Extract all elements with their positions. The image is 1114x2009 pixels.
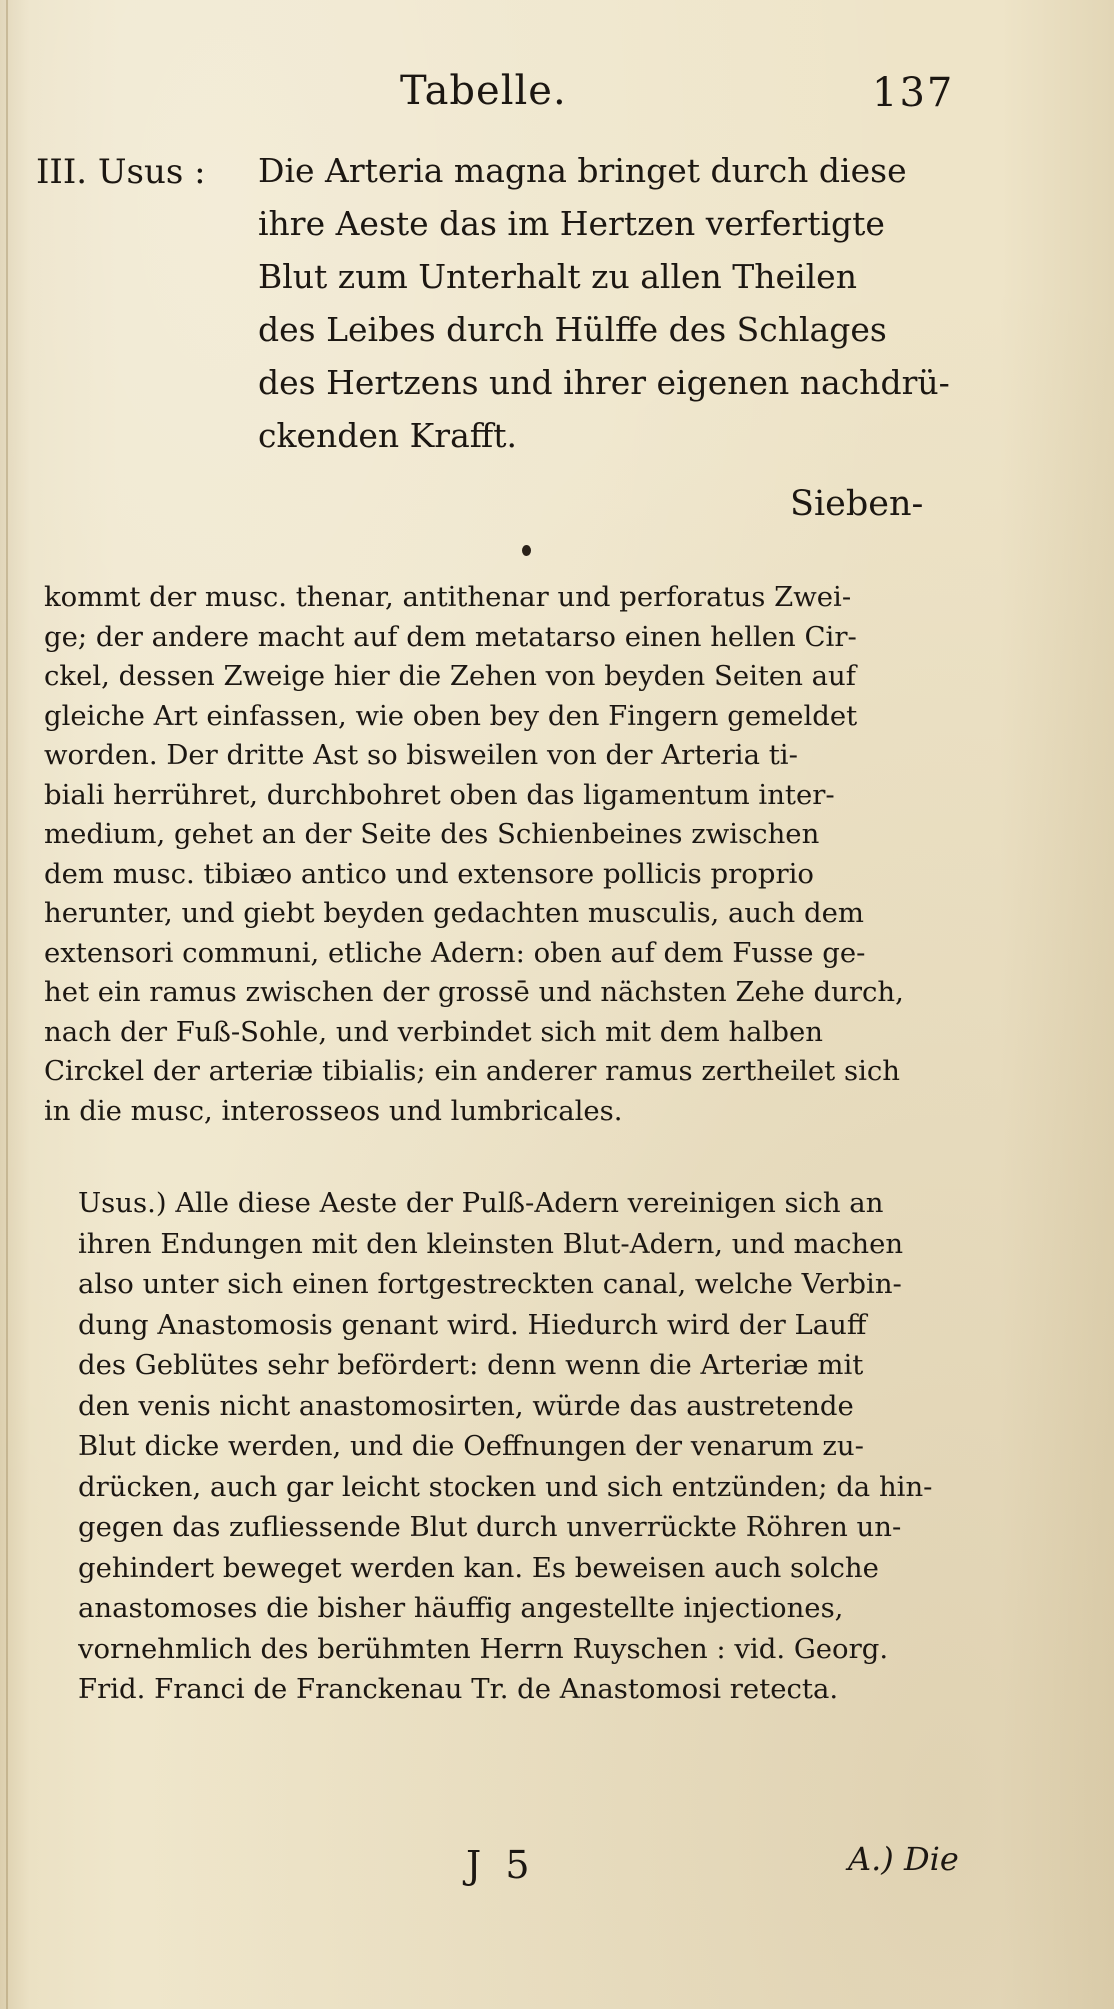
text-line: des Leibes durch Hülffe des Schlages	[258, 310, 887, 349]
text-line: dung Anastomosis genant wird. Hiedurch wird der Lauff	[78, 1308, 867, 1341]
text-line: Frid. Franci de Franckenau Tr. de Anastomosi retecta.	[78, 1673, 839, 1705]
text-line: ge; der andere macht auf dem metatarso einen hellen Cir-	[44, 620, 857, 653]
running-head: Tabelle.	[400, 68, 567, 114]
usus-note-paragraph	[78, 1183, 932, 1710]
text-line: kommt der musc. thenar, antithenar und perforatus Zwei-	[44, 581, 852, 613]
text-line: nach der Fuß-Sohle, und verbindet sich mit dem halben	[44, 1015, 823, 1048]
catchword-bottom: A.) Die	[848, 1840, 959, 1878]
text-line: Die Arteria magna bringet durch diese	[258, 151, 907, 190]
text-line: Blut dicke werden, und die Oeffnungen der venarum zu-	[78, 1430, 864, 1462]
text-line: anastomoses die bisher häuffig angestellte injectiones,	[78, 1592, 844, 1624]
catchword-top: Sieben-	[790, 484, 924, 524]
text-line: Usus.) Alle diese Aeste der Pulß-Adern vereinigen sich an	[78, 1187, 884, 1219]
text-line: ckenden Krafft.	[258, 416, 517, 455]
text-line: gleiche Art einfassen, wie oben bey den Fingern gemeldet	[44, 699, 858, 732]
text-line: worden. Der dritte Ast so bisweilen von der Arteria ti-	[44, 739, 798, 771]
text-line: vornehmlich des berühmten Herrn Ruyschen : vid. Georg.	[78, 1632, 889, 1665]
text-line: dem musc. tibiæo antico und extensore pollicis proprio	[44, 857, 814, 890]
text-line: het ein ramus zwischen der grossē und nächsten Zehe durch,	[44, 976, 904, 1008]
section-label: III. Usus :	[36, 152, 206, 192]
text-line: den venis nicht anastomosirten, würde das austretende	[78, 1389, 854, 1422]
text-line: also unter sich einen fortgestreckten canal, welche Verbin-	[78, 1268, 902, 1300]
text-line: Blut zum Unterhalt zu allen Theilen	[258, 257, 857, 296]
ink-dot	[522, 545, 531, 556]
text-line: des Geblütes sehr befördert: denn wenn die Arteriæ mit	[78, 1349, 864, 1381]
gutter-shadow	[6, 0, 8, 2009]
text-line: ckel, dessen Zweige hier die Zehen von beyden Seiten auf	[44, 660, 856, 692]
text-line: biali herrühret, durchbohret oben das ligamentum inter-	[44, 778, 835, 811]
page-number: 137	[872, 70, 955, 116]
text-line: drücken, auch gar leicht stocken und sich entzünden; da hin-	[78, 1470, 933, 1503]
text-line: in die musc, interosseos und lumbricales.	[44, 1094, 623, 1127]
text-line: gegen das zufliessende Blut durch unverrückte Röhren un-	[78, 1511, 902, 1543]
text-line: medium, gehet an der Seite des Schienbeines zwischen	[44, 818, 820, 850]
text-line: gehindert beweget werden kan. Es beweisen auch solche	[78, 1551, 879, 1584]
signature-mark: J 5	[466, 1843, 536, 1887]
text-line: extensori communi, etliche Adern: oben auf dem Fusse ge-	[44, 936, 866, 969]
text-line: des Hertzens und ihrer eigenen nachdrü-	[258, 363, 950, 402]
text-line: ihre Aeste das im Hertzen verfertigte	[258, 204, 885, 243]
text-line: ihren Endungen mit den kleinsten Blut-Adern, und machen	[78, 1227, 904, 1260]
body-paragraph	[44, 578, 904, 1131]
usus-paragraph	[258, 144, 950, 462]
text-line: herunter, und giebt beyden gedachten musculis, auch dem	[44, 897, 864, 929]
text-line: Circkel der arteriæ tibialis; ein anderer ramus zertheilet sich	[44, 1055, 900, 1087]
